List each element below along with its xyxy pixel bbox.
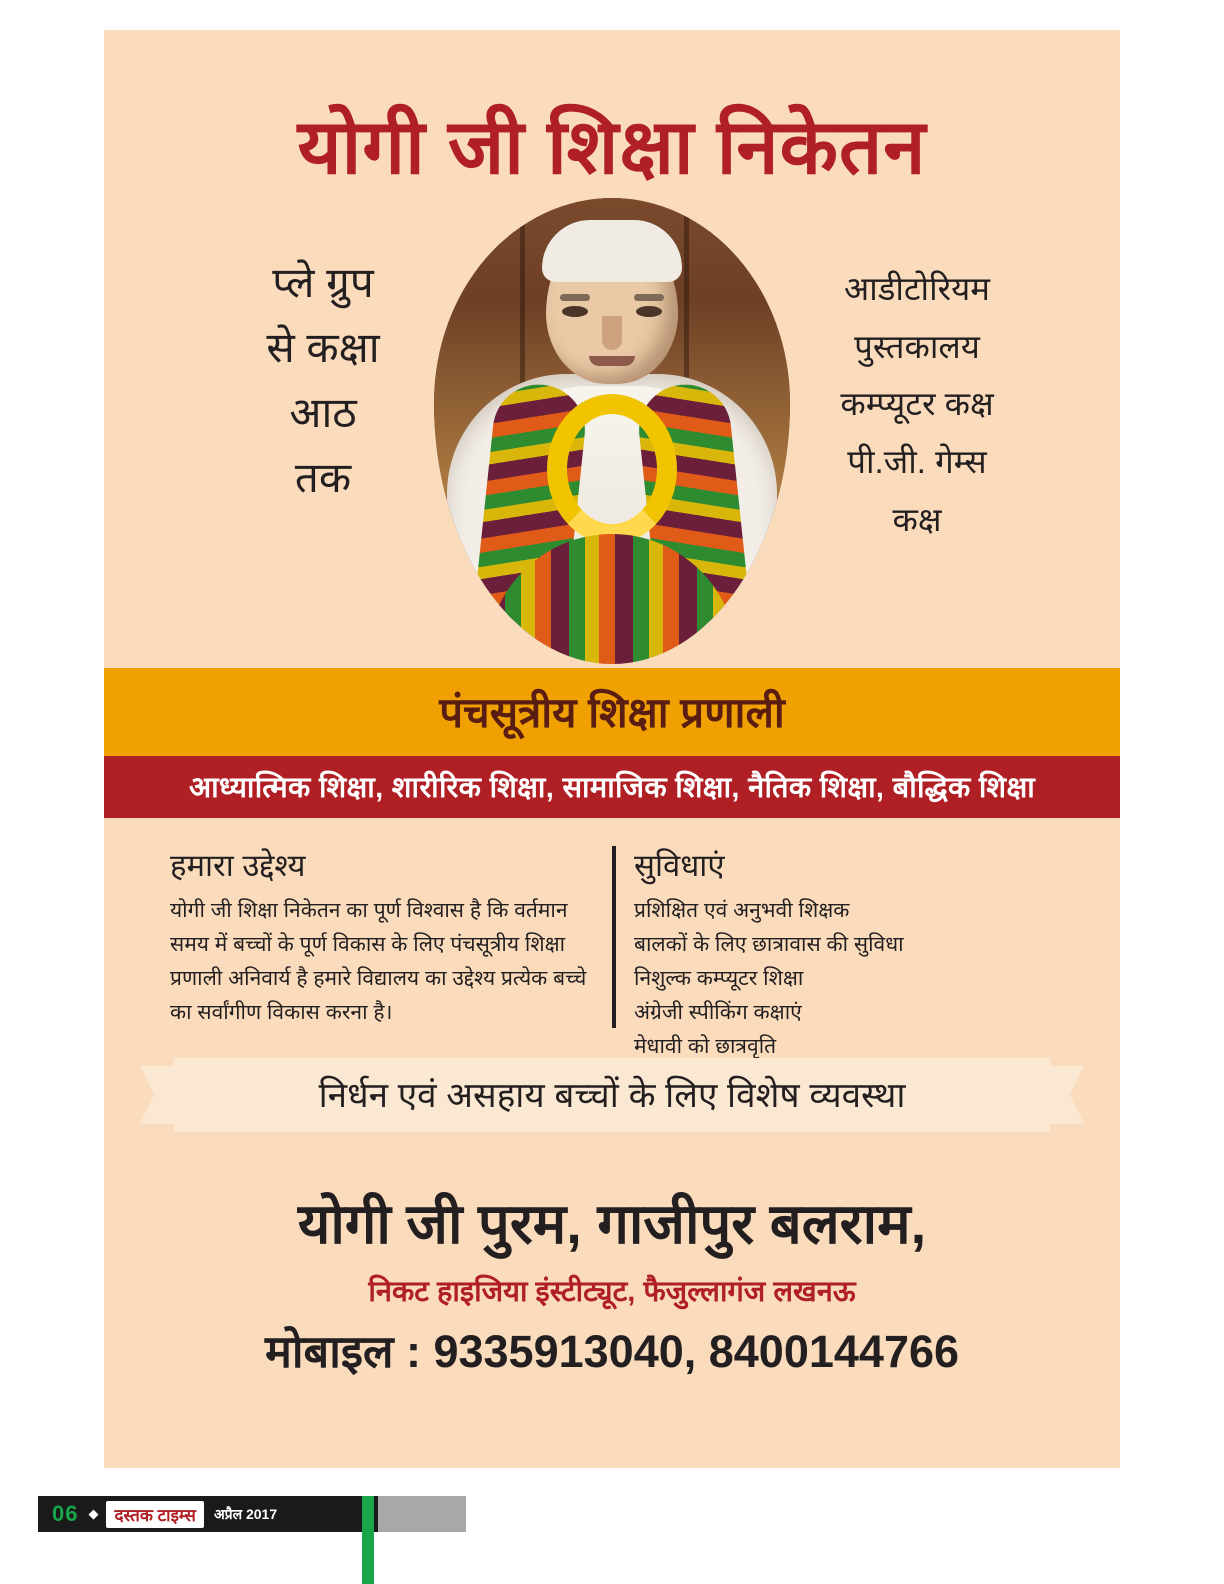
- portrait-mouth: [589, 356, 635, 366]
- portrait-eyebrow-left: [560, 294, 590, 301]
- info-columns: [104, 818, 1120, 1058]
- flower-garland-yellow: [547, 394, 677, 544]
- founder-portrait-image: [434, 198, 790, 664]
- portrait-eye-right: [636, 306, 662, 317]
- classes-line-2: से कक्षा: [266, 323, 380, 371]
- facilities-highlight-list: [772, 260, 1062, 549]
- classes-offered-note: [188, 250, 458, 510]
- objective-column: [148, 844, 612, 1048]
- column-divider: [612, 846, 616, 1028]
- highlight-library: पुस्तकालय: [854, 327, 980, 365]
- footer-grey-block: [378, 1496, 466, 1532]
- education-system-subtitle: आध्यात्मिक शिक्षा, शारीरिक शिक्षा, सामाजिक शिक्षा, नैतिक शिक्षा, बौद्धिक शिक्षा: [104, 756, 1120, 818]
- ribbon-end-right: [1048, 1066, 1084, 1124]
- facilities-heading: सुविधाएं: [634, 847, 725, 883]
- highlight-games-room: कक्ष: [892, 500, 942, 538]
- magazine-brand: दस्तक टाइम्स: [106, 1501, 203, 1528]
- special-provision-ribbon: [140, 1058, 1084, 1138]
- portrait-nose: [602, 316, 622, 350]
- list-item: प्रशिक्षित एवं अनुभवी शिक्षक: [634, 898, 850, 922]
- issue-date: अप्रैल 2017: [213, 1505, 278, 1522]
- advertisement-poster: [104, 30, 1120, 1468]
- page-number: 06: [52, 1501, 79, 1526]
- footer-green-line: [362, 1496, 374, 1584]
- objective-text: योगी जी शिक्षा निकेतन का पूर्ण विश्वास है कि वर्तमान समय में बच्चों के पूर्ण विकास के लिए पंचसूत्रीय शिक्षा प्रणाली अनिवार्य है हमारे विद्यालय का उद्देश्य प्रत्येक बच्चे का सर्वांगीण विकास करना है।: [170, 898, 587, 1024]
- list-item: बालकों के लिए छात्रावास की सुविधा: [634, 932, 904, 956]
- portrait-eye-left: [562, 306, 588, 317]
- highlight-auditorium: आडीटोरियम: [843, 269, 991, 307]
- list-item: निशुल्क कम्प्यूटर शिक्षा: [634, 966, 804, 990]
- facilities-column: [612, 844, 1076, 1058]
- classes-line-1: प्ले ग्रुप: [272, 258, 374, 306]
- address-main: योगी जी पुरम, गाजीपुर बलराम,: [297, 1191, 927, 1255]
- portrait-eyebrow-right: [634, 294, 664, 301]
- list-item: अंग्रेजी स्पीकिंग कक्षाएं: [634, 1000, 802, 1024]
- highlight-computer-room: कम्प्यूटर कक्ष: [840, 385, 994, 423]
- ribbon-end-left: [140, 1066, 176, 1124]
- facilities-list: [634, 894, 1054, 1064]
- page-footer: [38, 1496, 378, 1532]
- highlight-games: पी.जी. गेम्स: [847, 443, 987, 481]
- ribbon-text: निर्धन एवं असहाय बच्चों के लिए विशेष व्यवस्था: [174, 1058, 1050, 1132]
- portrait-hair: [542, 220, 682, 282]
- objective-heading: हमारा उद्देश्य: [170, 847, 306, 883]
- address-block: [104, 1138, 1120, 1381]
- education-system-banner: पंचसूत्रीय शिक्षा प्रणाली: [104, 668, 1120, 756]
- hero-section: [104, 198, 1120, 668]
- school-title: योगी जी शिक्षा निकेतन: [297, 105, 927, 190]
- list-item: मेधावी को छात्रवृति: [634, 1034, 777, 1058]
- diamond-icon: ◆: [88, 1506, 99, 1521]
- contact-mobile: मोबाइल : 9335913040, 8400144766: [264, 1325, 960, 1377]
- address-landmark: निकट हाइजिया इंस्टीट्यूट, फैजुल्लागंज लखनऊ: [368, 1275, 856, 1308]
- classes-line-4: तक: [294, 454, 352, 502]
- classes-line-3: आठ: [289, 388, 357, 436]
